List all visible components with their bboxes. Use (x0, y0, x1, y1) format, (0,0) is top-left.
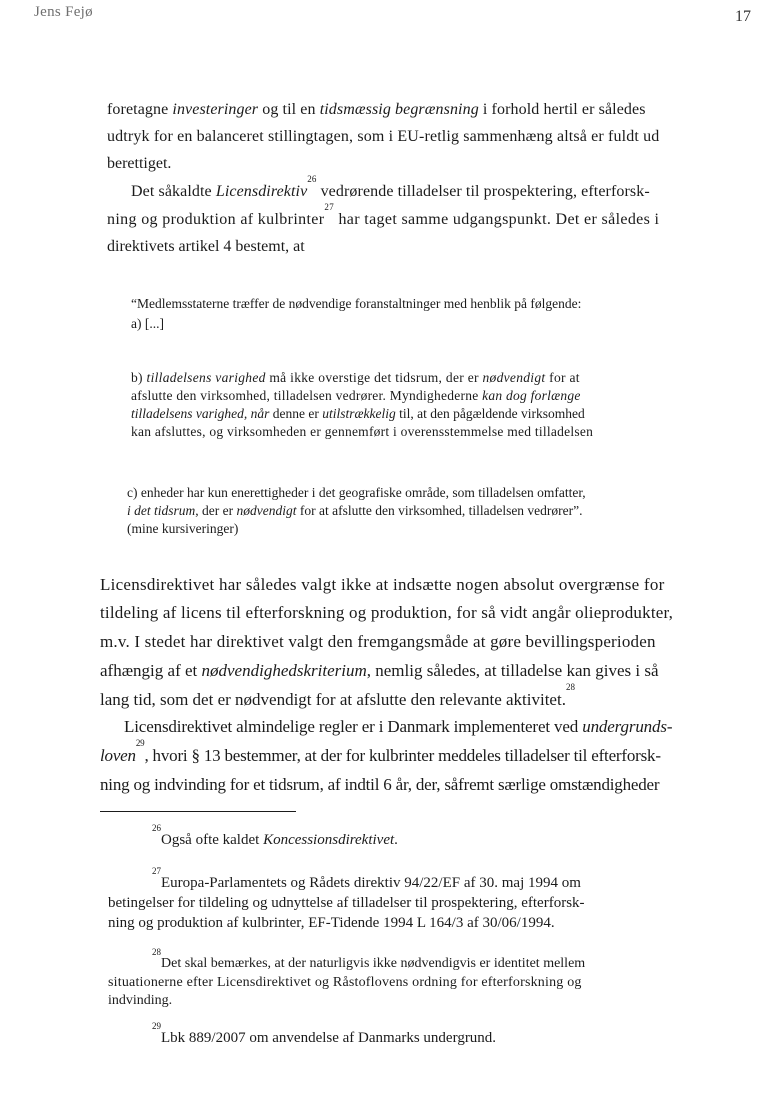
italic-term: tidsmæssig begrænsning (319, 101, 479, 118)
paragraph-line: Licensdirektivet almindelige regler er i Danmark implementeret ved undergrunds- (124, 717, 673, 736)
footnote-line: ning og produktion af kulbrinter, EF-Tidende 1994 L 164/3 af 30/06/1994. (108, 915, 555, 931)
footnote-ref: 27 (324, 202, 335, 212)
page-number: 17 (735, 8, 751, 25)
paragraph-line: Det såkaldte Licensdirektiv$^{26}$ vedrørende tilladelser til prospektering, efterforsk- (131, 174, 650, 200)
footnote-ref: 28 (565, 682, 575, 692)
footnote-line: situationerne efter Licensdirektivet og Råstoflovens ordning for efterforskning og (108, 975, 582, 990)
quote-line: b) tilladelsens varighed må ikke overstige det tidsrum, der er nødvendigt for at (131, 370, 580, 385)
footnote-line: indvinding. (108, 993, 173, 1008)
paragraph-line: foretagne investeringer og til en tidsmæssig begrænsning i forhold hertil er således (107, 101, 646, 118)
footnote-ref: 29 (135, 738, 145, 748)
footnote-ref: 26 (307, 174, 317, 184)
quote-line: c) enheder har kun enerettigheder i det geografiske område, som tilladelsen omfatter, (127, 485, 586, 500)
paragraph-line: ning og indvinding for et tidsrum, af indtil 6 år, der, såfremt særlige omstændigheder (100, 775, 660, 794)
paragraph-line: lang tid, som det er nødvendigt for at afslutte den relevante aktivitet.$^{28}$ (100, 682, 575, 709)
quote-line: tilladelsens varighed, når denne er utilstrækkelig til, at den pågældende virksomhed (131, 406, 585, 421)
footnote-29: $^{29}$Lbk 889/2007 om anvendelse af Danmarks undergrund. (152, 1021, 497, 1046)
paragraph-line: afhængig af et nødvendighedskriterium, nemlig således, at tilladelse kan gives i så (100, 661, 659, 680)
paragraph-line: udtryk for en balanceret stillingtagen, som i EU-retlig sammenhæng altså er fuldt ud (107, 128, 660, 145)
footnote-28: $^{28}$Det skal bemærkes, at der naturligvis ikke nødvendigvis er identitet mellem (152, 947, 586, 971)
paragraph-line: Licensdirektivet har således valgt ikke at indsætte nogen absolut overgrænse for (100, 575, 665, 594)
italic-term: investeringer (172, 101, 259, 118)
quote-line: i det tidsrum, der er nødvendigt for at afslutte den virksomhed, tilladelsen vedrører”. (127, 503, 583, 518)
footnote-26: $^{26}$Også ofte kaldet Koncessionsdirektivet. (152, 823, 398, 848)
running-header-author: Jens Fejø (34, 4, 93, 20)
footnote-27: $^{27}$Europa-Parlamentets og Rådets direktiv 94/22/EF af 30. maj 1994 om (152, 866, 581, 891)
quote-line: (mine kursiveringer) (127, 521, 239, 536)
paragraph-line: loven$^{29}$, hvori § 13 bestemmer, at der for kulbrinter meddeles tilladelser til efterforsk- (100, 738, 661, 765)
footnote-line: betingelser for tildeling og udnyttelse af tilladelser til prospektering, efterforsk- (108, 895, 585, 911)
quote-line: a) [...] (131, 316, 164, 331)
italic-term: undergrunds- (582, 717, 673, 736)
quote-line: “Medlemsstaterne træffer de nødvendige foranstaltninger med henblik på følgende: (131, 296, 582, 311)
paragraph-line: tildeling af licens til efterforskning og produktion, for så vidt angår olieprodukter, (100, 603, 674, 622)
footnote-separator (100, 811, 296, 812)
italic-term: nødvendighedskriterium (201, 661, 367, 680)
quote-line: afslutte den virksomhed, tilladelsen vedrører. Myndighederne kan dog forlænge (131, 388, 581, 403)
paragraph-line: ning og produktion af kulbrinter$^{27}$ har taget samme udgangspunkt. Det er således i (107, 202, 660, 228)
quote-line: kan afsluttes, og virksomheden er gennemført i overensstemmelse med tilladelsen (131, 424, 594, 439)
italic-term: Licensdirektiv (215, 183, 308, 200)
paragraph-line: m.v. I stedet har direktivet valgt den fremgangsmåde at gøre bevillingsperioden (100, 632, 656, 651)
paragraph-line: berettiget. (107, 155, 172, 172)
paragraph-line: direktivets artikel 4 bestemt, at (107, 238, 305, 255)
